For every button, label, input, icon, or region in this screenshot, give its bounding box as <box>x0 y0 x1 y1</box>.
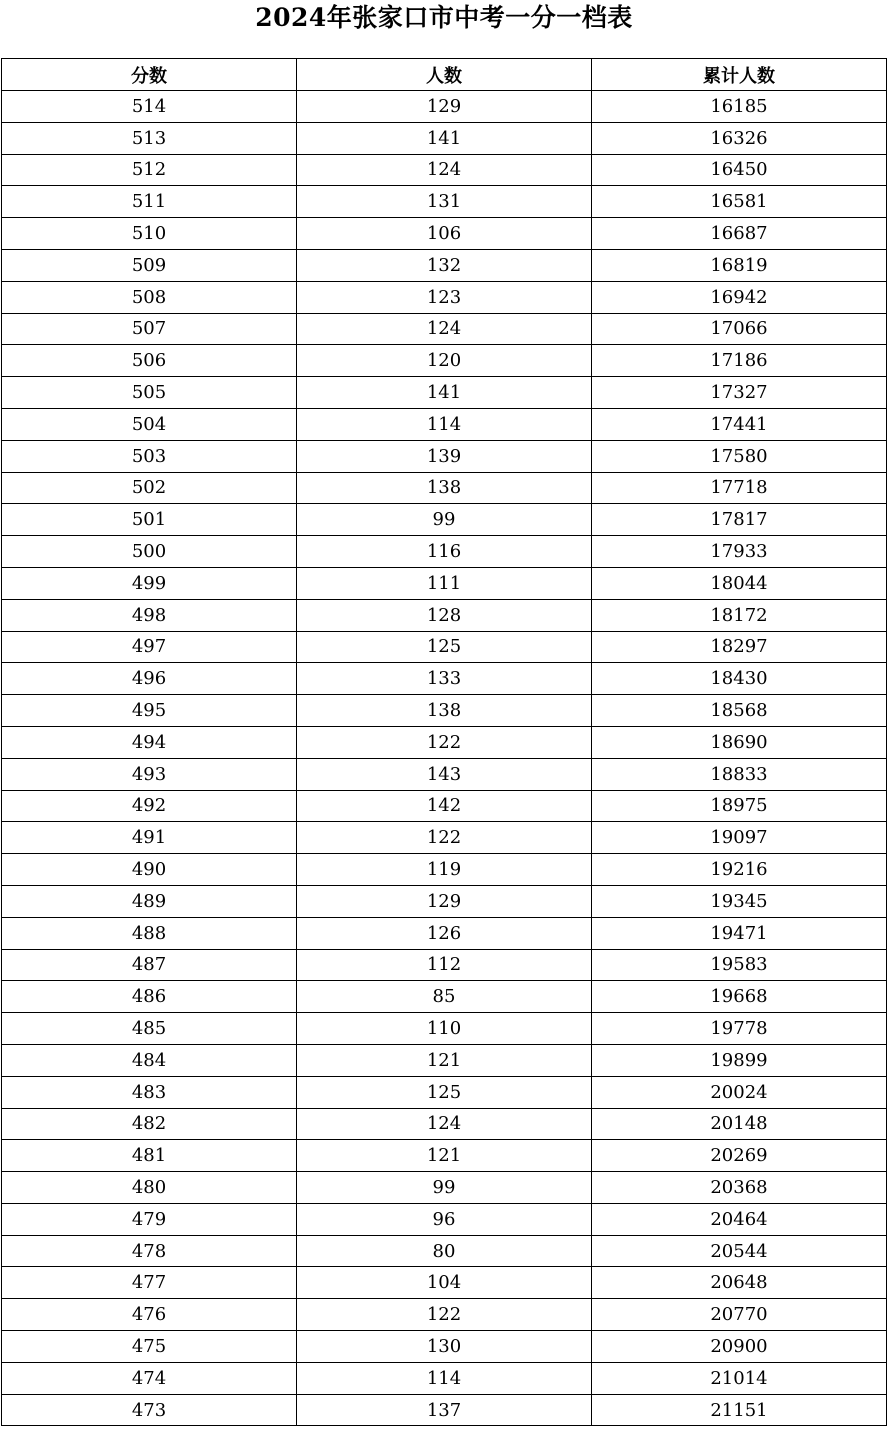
cell-count: 122 <box>297 726 592 758</box>
cell-score: 514 <box>2 91 297 123</box>
cell-score: 481 <box>2 1140 297 1172</box>
cell-cumulative: 16581 <box>592 186 887 218</box>
cell-count: 138 <box>297 472 592 504</box>
cell-count: 125 <box>297 1076 592 1108</box>
cell-cumulative: 20464 <box>592 1203 887 1235</box>
cell-cumulative: 16450 <box>592 154 887 186</box>
header-count: 人数 <box>297 59 592 91</box>
cell-cumulative: 19097 <box>592 822 887 854</box>
cell-score: 491 <box>2 822 297 854</box>
table-row <box>2 695 887 727</box>
table-row <box>2 631 887 663</box>
table-row <box>2 790 887 822</box>
cell-count: 123 <box>297 281 592 313</box>
table-row <box>2 536 887 568</box>
cell-count: 120 <box>297 345 592 377</box>
table-row <box>2 377 887 409</box>
cell-count: 137 <box>297 1394 592 1426</box>
cell-score: 488 <box>2 917 297 949</box>
cell-score: 474 <box>2 1362 297 1394</box>
cell-cumulative: 20024 <box>592 1076 887 1108</box>
cell-count: 104 <box>297 1267 592 1299</box>
cell-score: 496 <box>2 663 297 695</box>
cell-cumulative: 18297 <box>592 631 887 663</box>
cell-score: 503 <box>2 440 297 472</box>
table-row <box>2 1140 887 1172</box>
cell-cumulative: 19899 <box>592 1044 887 1076</box>
cell-score: 482 <box>2 1108 297 1140</box>
table-row <box>2 1108 887 1140</box>
cell-count: 126 <box>297 917 592 949</box>
cell-cumulative: 16942 <box>592 281 887 313</box>
header-row <box>2 59 887 91</box>
header-cumulative: 累计人数 <box>592 59 887 91</box>
cell-count: 138 <box>297 695 592 727</box>
cell-score: 512 <box>2 154 297 186</box>
cell-score: 486 <box>2 981 297 1013</box>
table-row <box>2 345 887 377</box>
cell-count: 121 <box>297 1044 592 1076</box>
table-row <box>2 1331 887 1363</box>
cell-score: 500 <box>2 536 297 568</box>
cell-score: 501 <box>2 504 297 536</box>
cell-score: 506 <box>2 345 297 377</box>
cell-count: 124 <box>297 1108 592 1140</box>
table-row <box>2 1172 887 1204</box>
cell-score: 483 <box>2 1076 297 1108</box>
cell-cumulative: 17580 <box>592 440 887 472</box>
table-row <box>2 1394 887 1426</box>
cell-score: 508 <box>2 281 297 313</box>
cell-cumulative: 17817 <box>592 504 887 536</box>
cell-count: 125 <box>297 631 592 663</box>
table-row <box>2 1044 887 1076</box>
cell-score: 499 <box>2 567 297 599</box>
table-row <box>2 91 887 123</box>
cell-cumulative: 19471 <box>592 917 887 949</box>
page-title: 2024年张家口市中考一分一档表 <box>255 3 633 32</box>
cell-count: 139 <box>297 440 592 472</box>
cell-cumulative: 21151 <box>592 1394 887 1426</box>
cell-score: 480 <box>2 1172 297 1204</box>
table-row <box>2 981 887 1013</box>
cell-cumulative: 18044 <box>592 567 887 599</box>
cell-score: 513 <box>2 122 297 154</box>
cell-cumulative: 20148 <box>592 1108 887 1140</box>
cell-count: 143 <box>297 758 592 790</box>
table-row <box>2 472 887 504</box>
table-row <box>2 218 887 250</box>
table-row <box>2 408 887 440</box>
table-row <box>2 822 887 854</box>
cell-count: 96 <box>297 1203 592 1235</box>
cell-count: 122 <box>297 822 592 854</box>
table-body <box>2 91 887 1426</box>
cell-cumulative: 17933 <box>592 536 887 568</box>
cell-count: 99 <box>297 504 592 536</box>
table-row <box>2 186 887 218</box>
cell-score: 511 <box>2 186 297 218</box>
cell-cumulative: 20770 <box>592 1299 887 1331</box>
table-row <box>2 504 887 536</box>
cell-count: 112 <box>297 949 592 981</box>
table-row <box>2 249 887 281</box>
cell-count: 85 <box>297 981 592 1013</box>
table-row <box>2 599 887 631</box>
cell-count: 124 <box>297 154 592 186</box>
cell-count: 114 <box>297 408 592 440</box>
cell-count: 124 <box>297 313 592 345</box>
cell-score: 490 <box>2 854 297 886</box>
table-row <box>2 281 887 313</box>
cell-score: 507 <box>2 313 297 345</box>
cell-cumulative: 16819 <box>592 249 887 281</box>
cell-cumulative: 20900 <box>592 1331 887 1363</box>
cell-score: 485 <box>2 1013 297 1045</box>
cell-cumulative: 20648 <box>592 1267 887 1299</box>
cell-cumulative: 20368 <box>592 1172 887 1204</box>
cell-cumulative: 17441 <box>592 408 887 440</box>
table-row <box>2 917 887 949</box>
cell-score: 502 <box>2 472 297 504</box>
cell-score: 487 <box>2 949 297 981</box>
cell-score: 476 <box>2 1299 297 1331</box>
cell-cumulative: 18975 <box>592 790 887 822</box>
cell-cumulative: 16687 <box>592 218 887 250</box>
cell-count: 116 <box>297 536 592 568</box>
cell-score: 484 <box>2 1044 297 1076</box>
cell-cumulative: 18568 <box>592 695 887 727</box>
cell-cumulative: 19345 <box>592 885 887 917</box>
cell-cumulative: 17066 <box>592 313 887 345</box>
cell-count: 122 <box>297 1299 592 1331</box>
table-row <box>2 122 887 154</box>
cell-count: 142 <box>297 790 592 822</box>
cell-score: 509 <box>2 249 297 281</box>
table-row <box>2 1203 887 1235</box>
cell-score: 473 <box>2 1394 297 1426</box>
table-row <box>2 1299 887 1331</box>
cell-cumulative: 20269 <box>592 1140 887 1172</box>
cell-count: 80 <box>297 1235 592 1267</box>
table-row <box>2 885 887 917</box>
header-score: 分数 <box>2 59 297 91</box>
table-row <box>2 758 887 790</box>
table-row <box>2 1362 887 1394</box>
cell-count: 130 <box>297 1331 592 1363</box>
cell-count: 110 <box>297 1013 592 1045</box>
table-row <box>2 854 887 886</box>
cell-cumulative: 19583 <box>592 949 887 981</box>
cell-count: 133 <box>297 663 592 695</box>
table-row <box>2 1235 887 1267</box>
cell-score: 478 <box>2 1235 297 1267</box>
cell-score: 497 <box>2 631 297 663</box>
cell-count: 99 <box>297 1172 592 1204</box>
cell-score: 505 <box>2 377 297 409</box>
table-header <box>2 59 887 91</box>
cell-cumulative: 19668 <box>592 981 887 1013</box>
table-row <box>2 1267 887 1299</box>
cell-cumulative: 18833 <box>592 758 887 790</box>
cell-cumulative: 17186 <box>592 345 887 377</box>
cell-cumulative: 16185 <box>592 91 887 123</box>
table-row <box>2 313 887 345</box>
cell-count: 141 <box>297 122 592 154</box>
cell-score: 477 <box>2 1267 297 1299</box>
score-distribution-table <box>1 58 887 1426</box>
table-row <box>2 567 887 599</box>
cell-cumulative: 16326 <box>592 122 887 154</box>
cell-cumulative: 20544 <box>592 1235 887 1267</box>
cell-count: 106 <box>297 218 592 250</box>
cell-count: 129 <box>297 885 592 917</box>
table-row <box>2 1013 887 1045</box>
cell-score: 504 <box>2 408 297 440</box>
cell-count: 131 <box>297 186 592 218</box>
cell-cumulative: 19216 <box>592 854 887 886</box>
cell-count: 128 <box>297 599 592 631</box>
cell-cumulative: 18430 <box>592 663 887 695</box>
cell-score: 494 <box>2 726 297 758</box>
table-row <box>2 726 887 758</box>
table-row <box>2 1076 887 1108</box>
cell-cumulative: 17327 <box>592 377 887 409</box>
table-row <box>2 663 887 695</box>
cell-count: 121 <box>297 1140 592 1172</box>
cell-score: 493 <box>2 758 297 790</box>
cell-score: 495 <box>2 695 297 727</box>
cell-cumulative: 17718 <box>592 472 887 504</box>
cell-score: 479 <box>2 1203 297 1235</box>
cell-count: 111 <box>297 567 592 599</box>
cell-count: 141 <box>297 377 592 409</box>
cell-count: 129 <box>297 91 592 123</box>
table-row <box>2 949 887 981</box>
cell-count: 114 <box>297 1362 592 1394</box>
cell-score: 492 <box>2 790 297 822</box>
table-row <box>2 440 887 472</box>
cell-score: 489 <box>2 885 297 917</box>
cell-count: 132 <box>297 249 592 281</box>
cell-cumulative: 18690 <box>592 726 887 758</box>
table-row <box>2 154 887 186</box>
cell-score: 510 <box>2 218 297 250</box>
cell-cumulative: 21014 <box>592 1362 887 1394</box>
cell-count: 119 <box>297 854 592 886</box>
cell-score: 498 <box>2 599 297 631</box>
cell-score: 475 <box>2 1331 297 1363</box>
cell-cumulative: 18172 <box>592 599 887 631</box>
cell-cumulative: 19778 <box>592 1013 887 1045</box>
